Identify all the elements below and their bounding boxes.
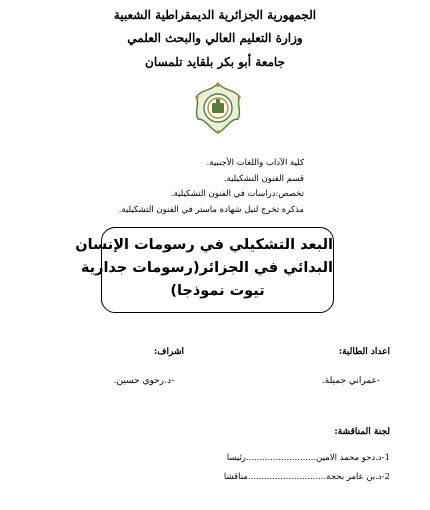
thesis-title-line-3: تيوت نموذجا) xyxy=(170,283,265,299)
thesis-title-line-2: البدائي في الجزائر(رسومات جدارية xyxy=(80,260,333,276)
university-emblem-icon xyxy=(190,79,246,137)
header-republic: الجمهورية الجزائرية الديمقراطية الشعبية xyxy=(113,8,317,22)
committee-label: لجنة المناقشة: xyxy=(334,427,390,437)
thesis-purpose-line: مذكرة تخرج لنيل شهادة ماستر في الفنون التشكيلية. xyxy=(118,204,304,215)
thesis-title-box xyxy=(75,227,334,313)
faculty-line: كلية الآداب واللغات الأجنبية. xyxy=(206,158,304,168)
committee-member: 1-د.دحو محمد الامين..........................رئيسا xyxy=(226,453,390,463)
student-label: اعداد الطالبة: xyxy=(338,347,390,357)
student-name: -عمراني جميلة. xyxy=(321,376,380,386)
thesis-title-line-1: البعد التشكيلي في رسومات الإنسان xyxy=(75,237,333,253)
department-line: قسم الفنون التشكيلية. xyxy=(223,173,304,184)
supervisor-name: -د.رحوي حسين. xyxy=(113,376,174,386)
specialty-line: تخصص:دراسات في الفنون التشكيلية. xyxy=(170,189,304,199)
supervisor-label: اشراف: xyxy=(153,347,184,357)
header-ministry: وزارة التعليم العالي والبحث العلمي xyxy=(127,31,303,45)
faculty-info xyxy=(24,156,304,218)
header-university: جامعة أبو بكر بلقايد تلمسان xyxy=(145,55,285,69)
committee-member: 2-د.بن عامر بحجة.............................مناقشا xyxy=(223,472,390,482)
